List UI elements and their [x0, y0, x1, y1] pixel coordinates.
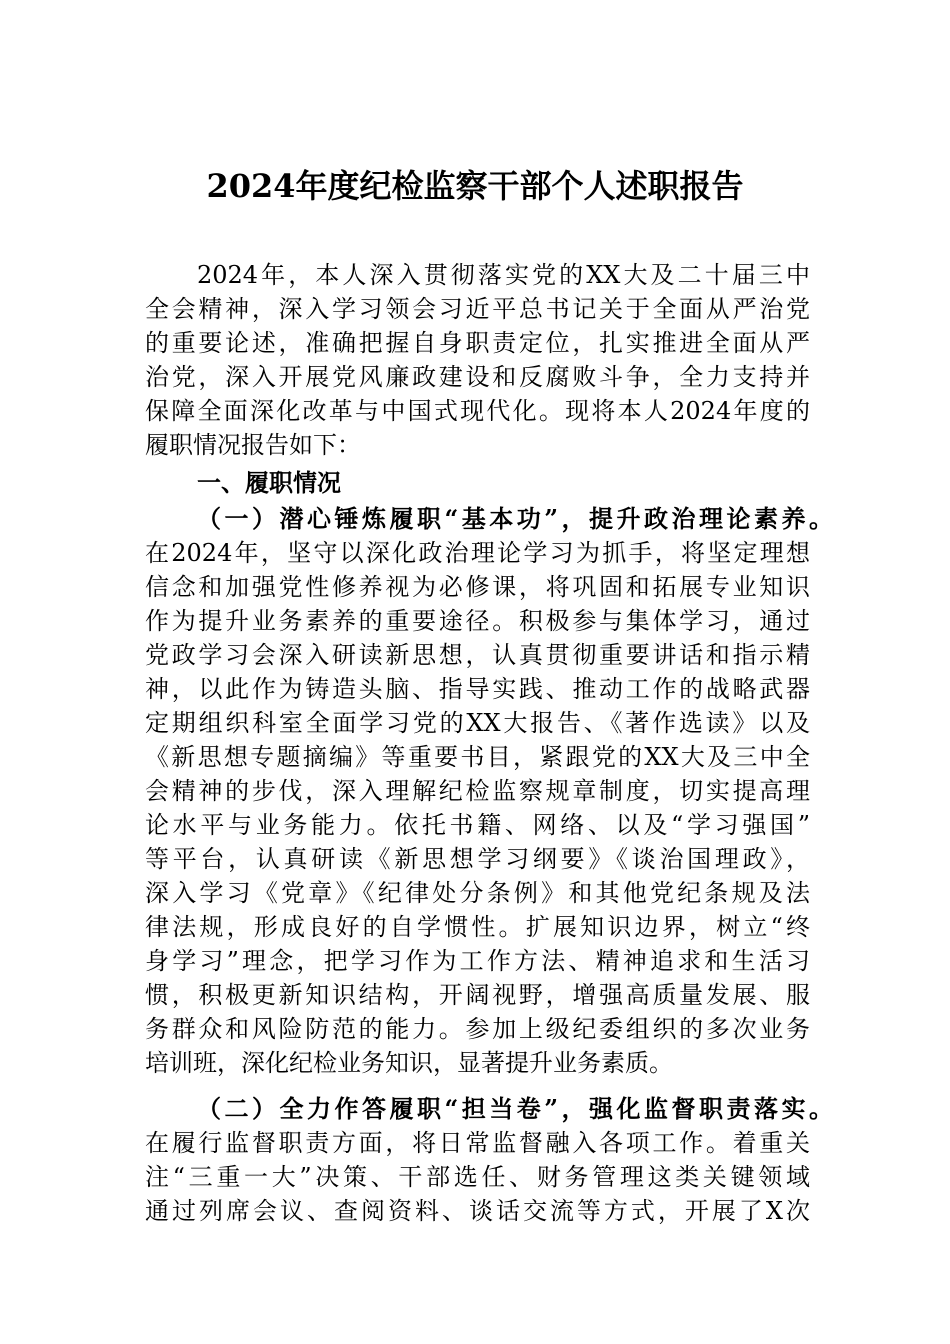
body-line: 培训班，深化纪检业务知识，显著提升业务素质。	[145, 1049, 673, 1077]
body-line: 律法规，形成良好的自学惯性。扩展知识边界，树立“终	[145, 913, 810, 941]
body-line: 在2024年，坚守以深化政治理论学习为抓手，将坚定理想	[145, 539, 810, 567]
body-line: 《新思想专题摘编》等重要书目，紧跟党的XX大及三中全	[145, 743, 810, 771]
body-line: 深入学习《党章》《纪律处分条例》和其他党纪条规及法	[145, 879, 810, 907]
body-line: 在履行监督职责方面，将日常监督融入各项工作。着重关	[145, 1129, 810, 1157]
body-line: 等平台，认真研读《新思想学习纲要》《谈治国理政》，	[145, 845, 810, 873]
intro-line: 的重要论述，准确把握自身职责定位，扎实推进全面从严	[145, 329, 810, 357]
section-heading: 一、履职情况	[197, 469, 341, 497]
document-title: 2024年度纪检监察干部个人述职报告	[206, 167, 744, 205]
intro-line: 治党，深入开展党风廉政建设和反腐败斗争，全力支持并	[145, 363, 810, 391]
intro-line: 2024年，本人深入贯彻落实党的XX大及二十届三中	[197, 261, 810, 289]
body-line: 定期组织科室全面学习党的XX大报告、《著作选读》以及	[145, 709, 810, 737]
body-line: 神，以此作为铸造头脑、指导实践、推动工作的战略武器	[145, 675, 810, 703]
body-line: 论水平与业务能力。依托书籍、网络、以及“学习强国”	[145, 811, 810, 839]
subsection-heading: （二）全力作答履职“担当卷”，强化监督职责落实。	[197, 1094, 833, 1123]
intro-line: 履职情况报告如下：	[145, 431, 361, 459]
body-line: 会精神的步伐，深入理解纪检监察规章制度，切实提高理	[145, 777, 810, 805]
subsection-heading: （一）潜心锤炼履职“基本功”，提升政治理论素养。	[197, 504, 833, 533]
body-line: 信念和加强党性修养视为必修课，将巩固和拓展专业知识	[145, 573, 810, 601]
intro-line: 保障全面深化改革与中国式现代化。现将本人2024年度的	[145, 397, 810, 425]
body-line: 作为提升业务素养的重要途径。积极参与集体学习，通过	[145, 607, 810, 635]
body-line: 身学习”理念，把学习作为工作方法、精神追求和生活习	[145, 947, 810, 975]
body-line: 党政学习会深入研读新思想，认真贯彻重要讲话和指示精	[145, 641, 810, 669]
body-line: 惯，积极更新知识结构，开阔视野，增强高质量发展、服	[145, 981, 810, 1009]
body-line: 注“三重一大”决策、干部选任、财务管理这类关键领域	[145, 1163, 810, 1191]
body-line: 通过列席会议、查阅资料、谈话交流等方式，开展了X次	[145, 1197, 810, 1225]
intro-line: 全会精神，深入学习领会习近平总书记关于全面从严治党	[145, 295, 810, 323]
body-line: 务群众和风险防范的能力。参加上级纪委组织的多次业务	[145, 1015, 810, 1043]
